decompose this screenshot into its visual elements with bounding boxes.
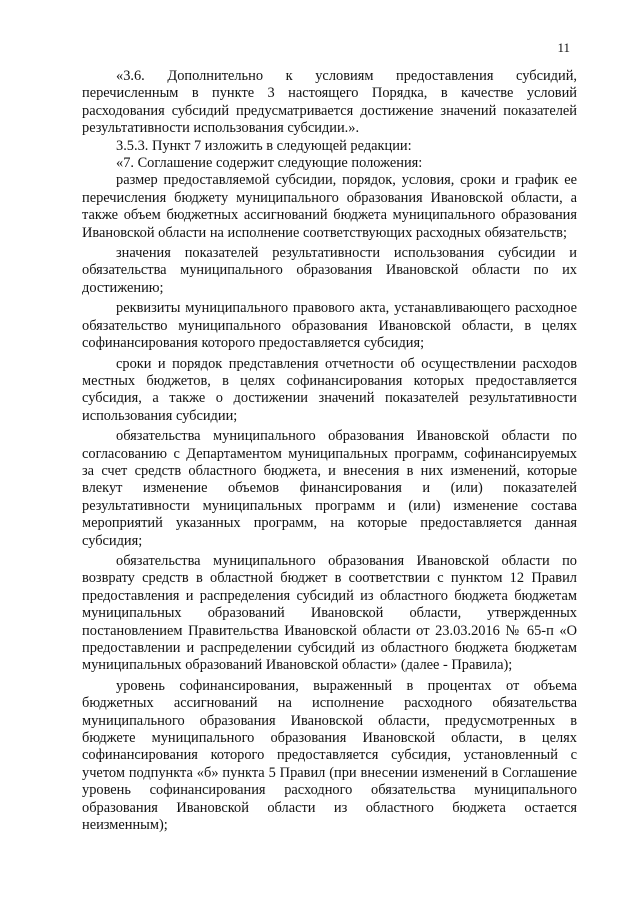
paragraph-subsidy-size: размер предоставляемой субсидии, порядок, условия, сроки и график ее перечисления бюджету муниципального образования Ивановской области, а также объем бюджетных ассигнований бюджета муниципального образования Ивановской области на исполнение соответствующих расходных обязательств; xyxy=(82,172,577,241)
paragraph-3-5-3: 3.5.3. Пункт 7 изложить в следующей редакции: xyxy=(116,137,412,154)
paragraph-indicators: значения показателей результативности использования субсидии и обязательства муниципального образования Ивановской области по их достижению; xyxy=(82,245,577,296)
paragraph-3-6: «3.6. Дополнительно к условиям предоставления субсидий, перечисленным в пункте 3 настоящего Порядка, в качестве условий расходования субсидий предусматривается достижение значений показателей результативности использования субсидии.». xyxy=(82,68,577,137)
paragraph-legal-act: реквизиты муниципального правового акта, устанавливающего расходное обязательство муниципального образования Ивановской области, в целях софинансирования которого предоставляется субсидия; xyxy=(82,300,577,352)
paragraph-refund: обязательства муниципального образования Ивановской области по возврату средств в областной бюджет в соответствии с пунктом 12 Правил предоставления и распределения субсидий из областного бюджета бюджетам муниципальных образований Ивановской области, утвержденных постановлением Правительства Ивановской области от 23.03.2016 № 65-п «О предоставлении и распределении субсидий из областного бюджета бюджетам муниципальных образований Ивановской области» (далее - Правила); xyxy=(82,552,577,674)
paragraph-7-intro: «7. Соглашение содержит следующие положения: xyxy=(116,155,423,172)
paragraph-reporting: сроки и порядок представления отчетности об осуществлении расходов местных бюджетов, в целях софинансирования которых предоставляется субсидия, а также о достижении значений показателей результативности использования субсидии; xyxy=(82,355,577,424)
paragraph-programs: обязательства муниципального образования Ивановской области по согласованию с Департаментом муниципальных программ, софинансируемых за счет средств областного бюджета, и внесения в них изменений, которые влекут изменение объемов финансирования и (или) показателей результативности муниципальных программ и (или) изменение состава мероприятий указанных программ, на которые предоставляется данная субсидия; xyxy=(82,428,577,549)
document-body xyxy=(82,68,577,834)
page-number: 11 xyxy=(557,40,570,55)
paragraph-cofinancing: уровень софинансирования, выраженный в процентах от объема бюджетных ассигнований на исполнение расходного обязательства муниципального образования Ивановской области, предусмотренных в бюджете муниципального образования Ивановской области, в целях софинансирования которого предоставляется субсидия, установленный с учетом подпункта «б» пункта 5 Правил (при внесении изменений в Соглашение уровень софинансирования расходного обязательства муниципального образования Ивановской области из областного бюджета остается неизменным); xyxy=(82,677,577,834)
